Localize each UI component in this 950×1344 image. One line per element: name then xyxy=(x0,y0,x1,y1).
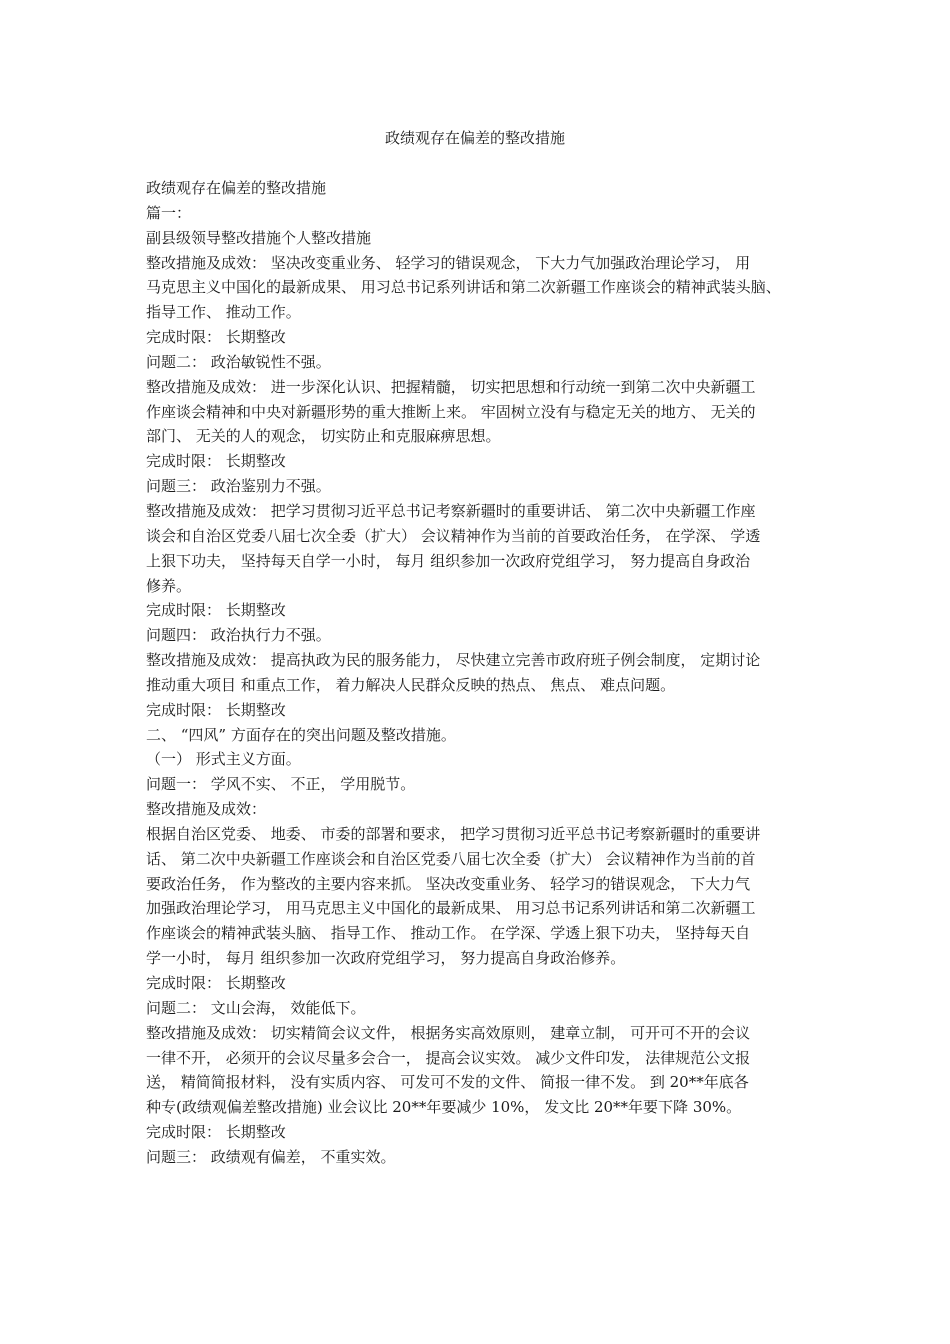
text-line: 种专(政绩观偏差整改措施) 业会议比 20**年要减少 10%， 发文比 20**年要下降 30%。 xyxy=(146,1098,742,1117)
text-line: 副县级领导整改措施个人整改措施 xyxy=(146,228,372,247)
text-line: 整改措施及成效： 切实精简会议文件， 根据务实高效原则， 建章立制， 可开可不开的会议 xyxy=(146,1023,751,1042)
text-line: 完成时限： 长期整改 xyxy=(146,974,286,992)
text-line: 指导工作、 推动工作。 xyxy=(146,303,301,322)
text-line: 上狠下功夫， 坚持每天自学一小时， 每月 组织参加一次政府党组学习， 努力提高自身政治 xyxy=(146,551,751,570)
text-line: 政绩观存在偏差的整改措施 xyxy=(146,179,327,197)
text-line: 要政治任务， 作为整改的主要内容来抓。 坚决改变重业务、 轻学习的错误观念， 下大力气 xyxy=(146,874,751,893)
text-line: 完成时限： 长期整改 xyxy=(146,328,286,347)
text-line: 问题四： 政治执行力不强。 xyxy=(146,626,331,645)
text-line: 话、 第二次中央新疆工作座谈会和自治区党委八届七次全委（扩大） 会议精神作为当前的首 xyxy=(146,849,756,868)
document-body xyxy=(146,176,826,1170)
text-line: 作座谈会精神和中央对新疆形势的重大推断上来。 牢固树立没有与稳定无关的地方、 无关的 xyxy=(146,402,756,421)
text-line: 部门、 无关的人的观念， 切实防止和克服麻痹思想。 xyxy=(146,427,501,446)
text-line: 完成时限： 长期整改 xyxy=(146,700,286,719)
text-line: 整改措施及成效： 提高执政为民的服务能力， 尽快建立完善市政府班子例会制度， 定期讨论 xyxy=(146,651,761,670)
text-line: 问题三： 政绩观有偏差， 不重实效。 xyxy=(146,1147,396,1166)
text-line: 问题二： 政治敏锐性不强。 xyxy=(146,352,331,371)
text-line: 二、 “四风” 方面存在的突出问题及整改措施。 xyxy=(146,725,456,744)
text-line: 马克思主义中国化的最新成果、 用习总书记系列讲话和第二次新疆工作座谈会的精神武装头脑、 xyxy=(146,278,781,297)
text-line: 加强政治理论学习， 用马克思主义中国化的最新成果、 用习总书记系列讲话和第二次新疆工 xyxy=(146,899,756,918)
text-line: 篇一： xyxy=(146,203,192,222)
text-line: 学一小时， 每月 组织参加一次政府党组学习， 努力提高自身政治修养。 xyxy=(146,949,626,968)
text-line: 整改措施及成效： 进一步深化认识、把握精髓， 切实把思想和行动统一到第二次中央新疆工 xyxy=(146,377,756,396)
text-line: 推动重大项目 和重点工作， 着力解决人民群众反映的热点、 焦点、 难点问题。 xyxy=(146,675,676,694)
text-line: 完成时限： 长期整改 xyxy=(146,601,286,620)
text-line: 一律不开， 必须开的会议尽量多会合一， 提高会议实效。 减少文件印发， 法律规范公文报 xyxy=(146,1048,751,1067)
text-line: 送， 精简简报材料， 没有实质内容、 可发可不发的文件、 简报一律不发。 到 20**年底各 xyxy=(146,1073,749,1092)
text-line: 修养。 xyxy=(146,576,192,595)
text-line: 整改措施及成效： 把学习贯彻习近平总书记考察新疆时的重要讲话、 第二次中央新疆工作座 xyxy=(146,501,756,520)
text-line: 整改措施及成效： xyxy=(146,800,267,819)
text-line: 完成时限： 长期整改 xyxy=(146,452,286,471)
text-line: 根据自治区党委、 地委、 市委的部署和要求， 把学习贯彻习近平总书记考察新疆时的重要讲 xyxy=(146,824,761,843)
text-line: 问题一： 学风不实、 不正， 学用脱节。 xyxy=(146,775,416,794)
text-line: 完成时限： 长期整改 xyxy=(146,1123,286,1142)
text-line: 作座谈会的精神武装头脑、 指导工作、 推动工作。 在学深、学透上狠下功夫， 坚持每天自 xyxy=(146,924,751,943)
text-line: （一） 形式主义方面。 xyxy=(146,750,301,769)
text-line: 整改措施及成效： 坚决改变重业务、 轻学习的错误观念， 下大力气加强政治理论学习， 用 xyxy=(146,253,751,272)
text-line: 问题三： 政治鉴别力不强。 xyxy=(146,477,331,496)
text-line: 问题二： 文山会海， 效能低下。 xyxy=(146,998,366,1017)
document-title: 政绩观存在偏差的整改措施 xyxy=(384,129,565,147)
text-line: 谈会和自治区党委八届七次全委（扩大） 会议精神作为当前的首要政治任务， 在学深、 学透 xyxy=(146,526,761,545)
